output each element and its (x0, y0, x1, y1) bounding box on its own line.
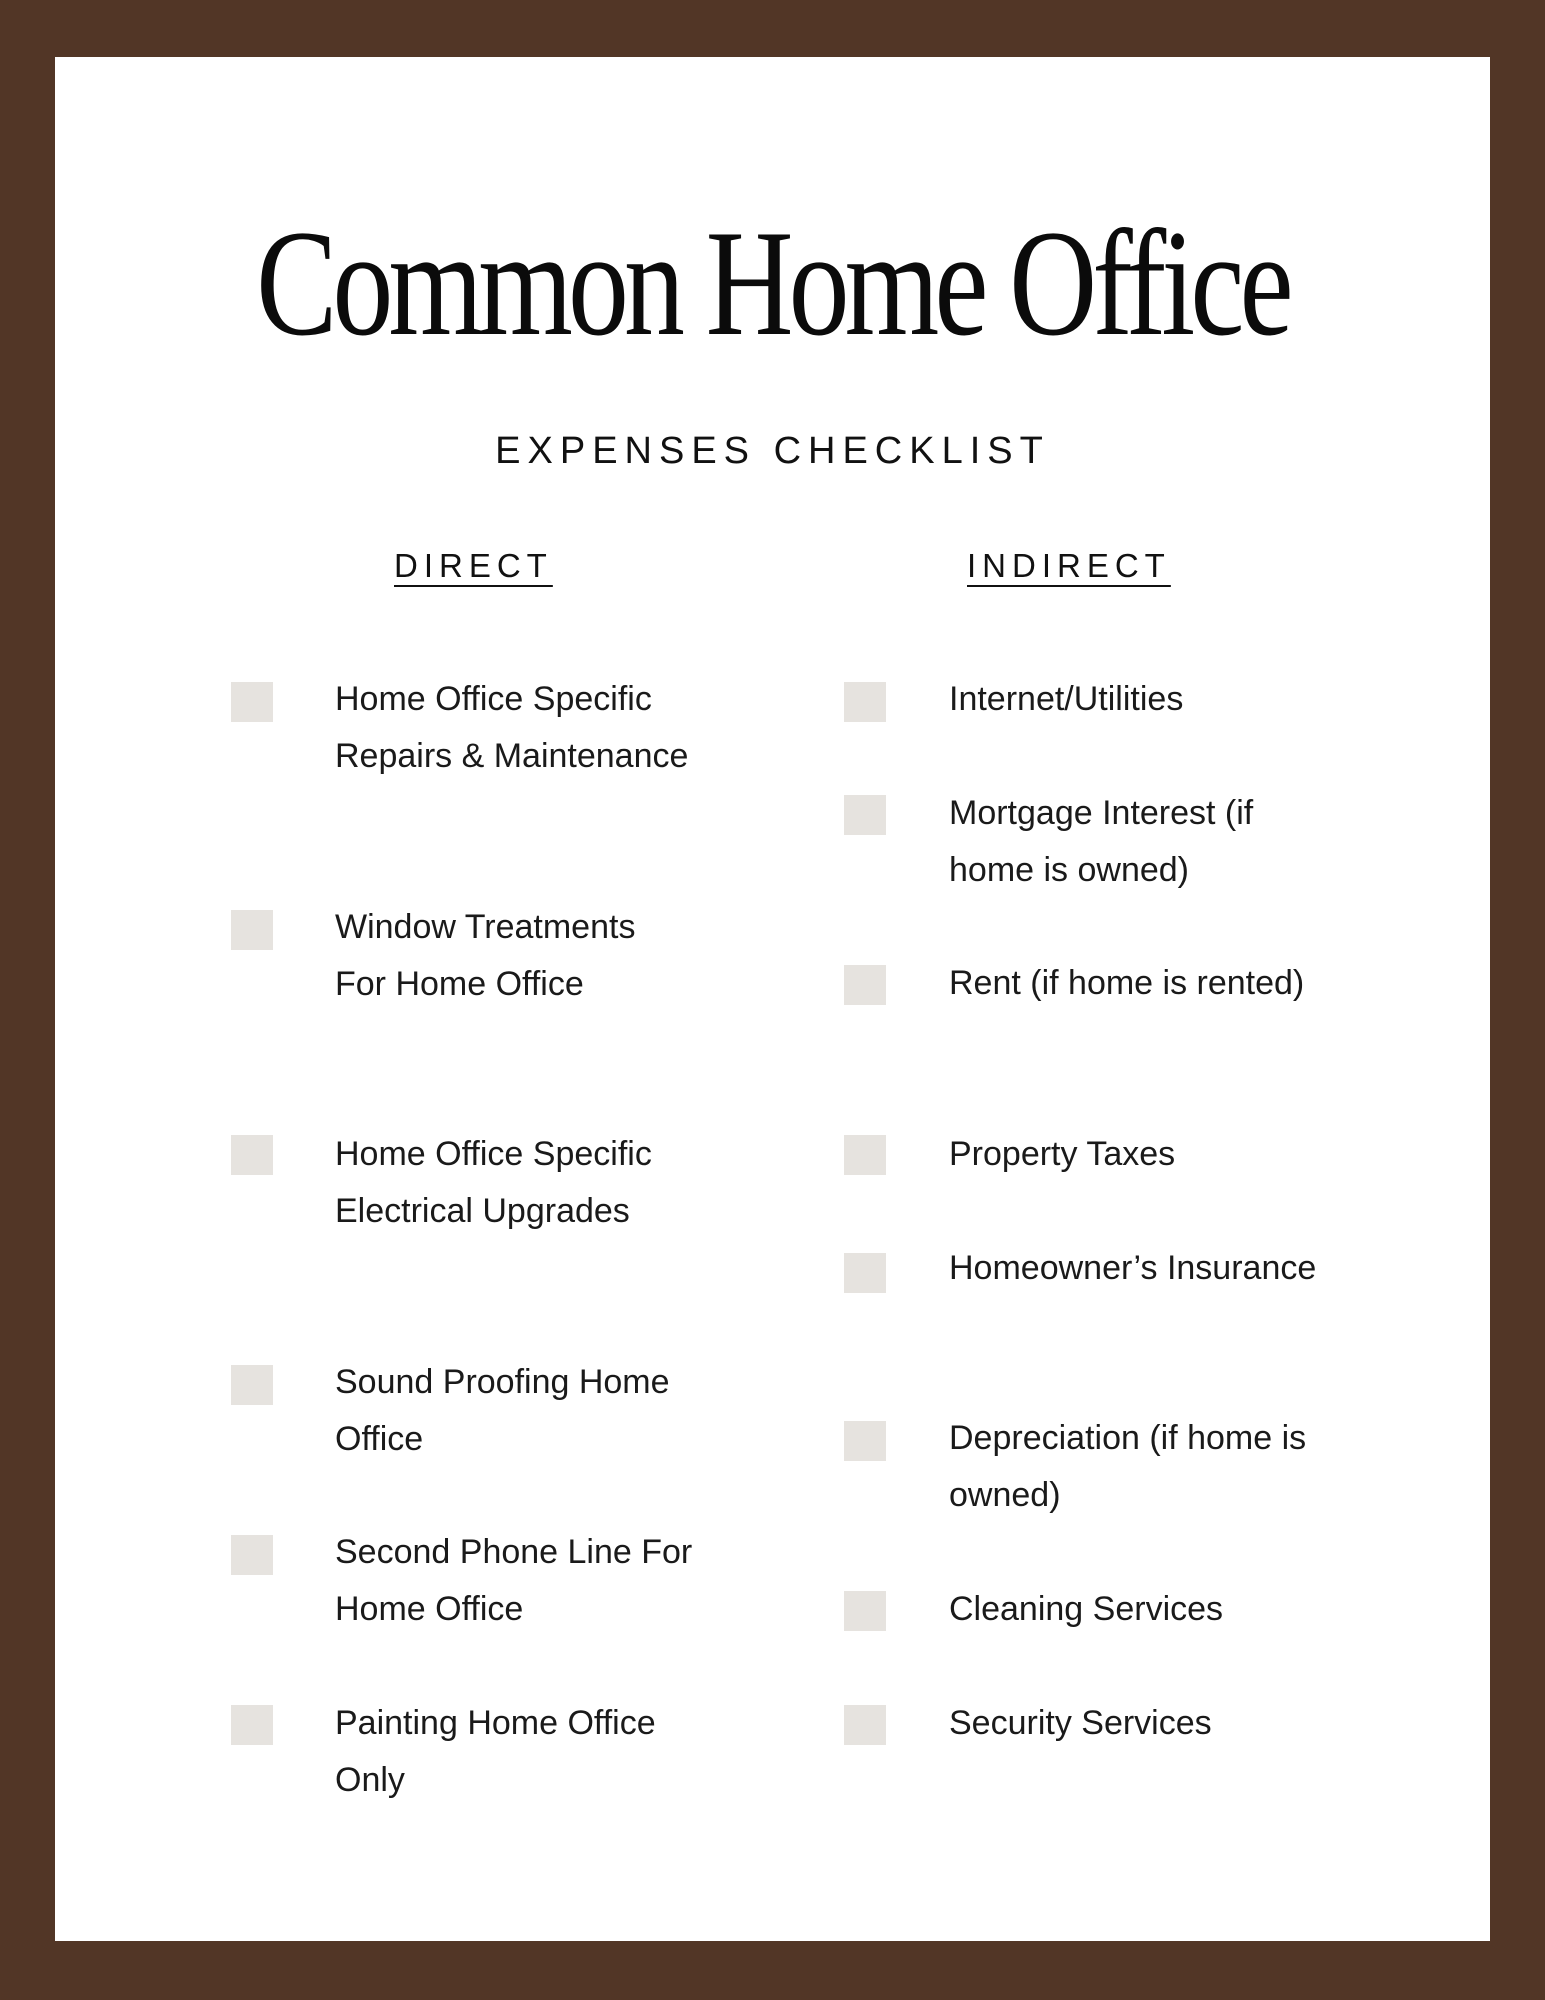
checkbox[interactable] (231, 1135, 273, 1175)
item-label: Window Treatments For Home Office (335, 908, 636, 1003)
indirect-heading: INDIRECT (967, 547, 1171, 584)
checkbox[interactable] (844, 795, 886, 835)
checkbox[interactable] (844, 682, 886, 722)
checkbox[interactable] (844, 1705, 886, 1745)
item-label: Depreciation (if home is owned) (949, 1419, 1307, 1514)
item-label: Homeowner’s Insurance (949, 1249, 1317, 1287)
item-label: Home Office Specific Electrical Upgrades (335, 1135, 652, 1230)
item-label: Home Office Specific Repairs & Maintenance (335, 680, 689, 775)
checkbox[interactable] (231, 910, 273, 950)
item-label: Cleaning Services (949, 1590, 1224, 1628)
checkbox[interactable] (844, 1253, 886, 1293)
item-label: Internet/Utilities (949, 680, 1184, 718)
item-label: Security Services (949, 1704, 1212, 1742)
checkbox[interactable] (844, 1135, 886, 1175)
checkbox[interactable] (231, 1365, 273, 1405)
page-subtitle: EXPENSES CHECKLIST (495, 430, 1050, 472)
page-title: Common Home Office (256, 199, 1289, 367)
checkbox[interactable] (231, 1535, 273, 1575)
checkbox[interactable] (231, 1705, 273, 1745)
item-label: Rent (if home is rented) (949, 964, 1305, 1002)
item-label: Second Phone Line For Home Office (335, 1533, 693, 1628)
checkbox[interactable] (844, 1591, 886, 1631)
item-label: Sound Proofing Home Office (335, 1363, 670, 1458)
item-label: Property Taxes (949, 1135, 1176, 1173)
checkbox[interactable] (231, 682, 273, 722)
checkbox[interactable] (844, 1421, 886, 1461)
direct-heading: DIRECT (394, 547, 553, 584)
item-label: Painting Home Office Only (335, 1704, 656, 1799)
checkbox[interactable] (844, 965, 886, 1005)
checklist-page (55, 57, 1490, 1941)
item-label: Mortgage Interest (if home is owned) (949, 794, 1254, 889)
